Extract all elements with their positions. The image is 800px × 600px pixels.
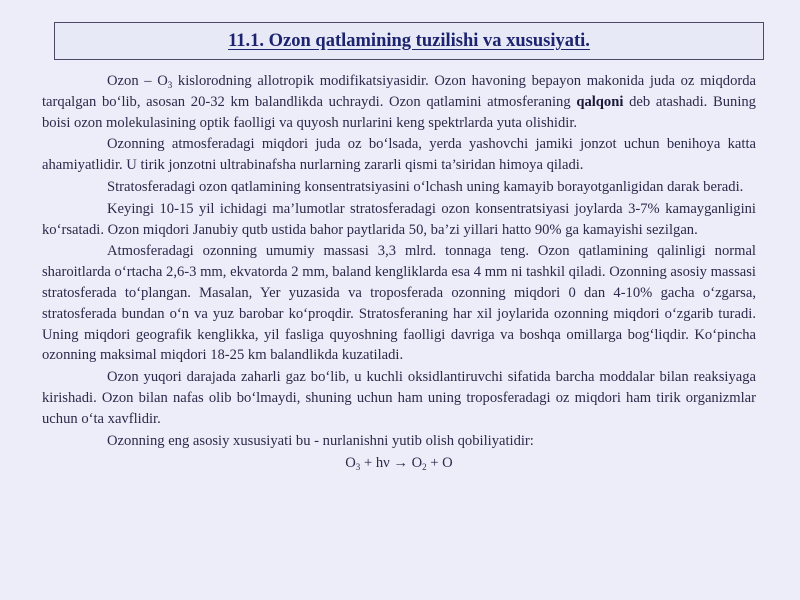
document-body	[42, 71, 756, 475]
paragraph-3: Stratosferadagi ozon qatlamining konsentratsiyasini o‘lchash uning kamayib borayotganligidan darak beradi.	[107, 178, 744, 195]
paragraph-1	[42, 71, 756, 133]
reaction-formula	[42, 453, 756, 474]
formula-sub-1: 3	[355, 462, 361, 473]
section-title: 11.1. Ozon qatlamining tuzilishi va xususiyati.	[228, 30, 590, 51]
title-box	[54, 22, 764, 60]
formula-text-a: O	[345, 455, 356, 472]
formula-text-c: + O	[426, 455, 453, 472]
formula-text-b: + hν → O	[360, 455, 423, 472]
p1-text-c: deb atashadi. Buning boisi ozon molekulasining optik faolligi va quyosh nurlarini keng spektrlarda yuta olishidir.	[42, 93, 756, 131]
p1-text-a: Ozon – O	[107, 73, 168, 89]
paragraph-6: Ozon yuqori darajada zaharli gaz bo‘lib, u kuchli oksidlantiruvchi sifatida barcha moddalar bilan reaksiyaga kirishadi. Ozon bilan nafas olib bo‘lmaydi, shuning uchun ham uning troposferadagi oz miqdori ham tirik organizmlar uchun o‘ta xavflidir.	[42, 369, 756, 427]
p1-text-b: kislorodning allotropik modifikatsiyasidir. Ozon havoning bepayon makonida juda oz miqdorda tarqalgan bo‘lib, asosan 20-32 km balandlikda uchraydi. Ozon qatlamini atmosferaning	[42, 73, 757, 110]
p1-subscript: 3	[167, 80, 173, 90]
paragraph-7: Ozonning eng asosiy xususiyati bu - nurlanishni yutib olish qobiliyatidir:	[107, 432, 534, 449]
paragraph-2: Ozonning atmosferadagi miqdori juda oz bo‘lsada, yerda yashovchi jamiki jonzot uchun benihoya katta ahamiyatlidir. U tirik jonzotni ultrabinafsha nurlarning zararli qismi ta’siridan himoya qiladi.	[42, 136, 756, 174]
paragraph-4: Keyingi 10-15 yil ichidagi ma’lumotlar stratosferadagi ozon konsentratsiyasi joylarda 3-7% kamayganligini ko‘rsatadi. Ozon miqdori Janubiy qutb ustida bahor paytlarida 50, ba’zi yillari hatto 90% ga kamayishi sezilgan.	[42, 200, 756, 238]
paragraph-5: Atmosferadagi ozonning umumiy massasi 3,3 mlrd. tonnaga teng. Ozon qatlamining qalinligi normal sharoitlarda o‘rtacha 2,6-3 mm, ekvatorda 2 mm, baland kengliklarda esa 4 mm ni tashkil qiladi. Ozonning asosiy massasi stratosferada to‘plangan. Masalan, Yer yuzasida va troposferada ozonning miqdori 0 dan 4-10% gacha o‘zgarsa, stratosferada bundan o‘n va yuz barobar ko‘proqdir. Stratosferaning har xil joylarida ozonning miqdori o‘zgarib turadi. Uning miqdori geografik kenglikka, yil fasliga quyoshning faolligi davriga va boshqa omillarga bog‘liqdir. Ko‘pincha ozonning maksimal miqdori 18-25 km balandlikda kuzatiladi.	[42, 243, 756, 364]
p1-bold-term: qalqoni	[576, 93, 624, 110]
formula-sub-2: 2	[422, 462, 427, 473]
